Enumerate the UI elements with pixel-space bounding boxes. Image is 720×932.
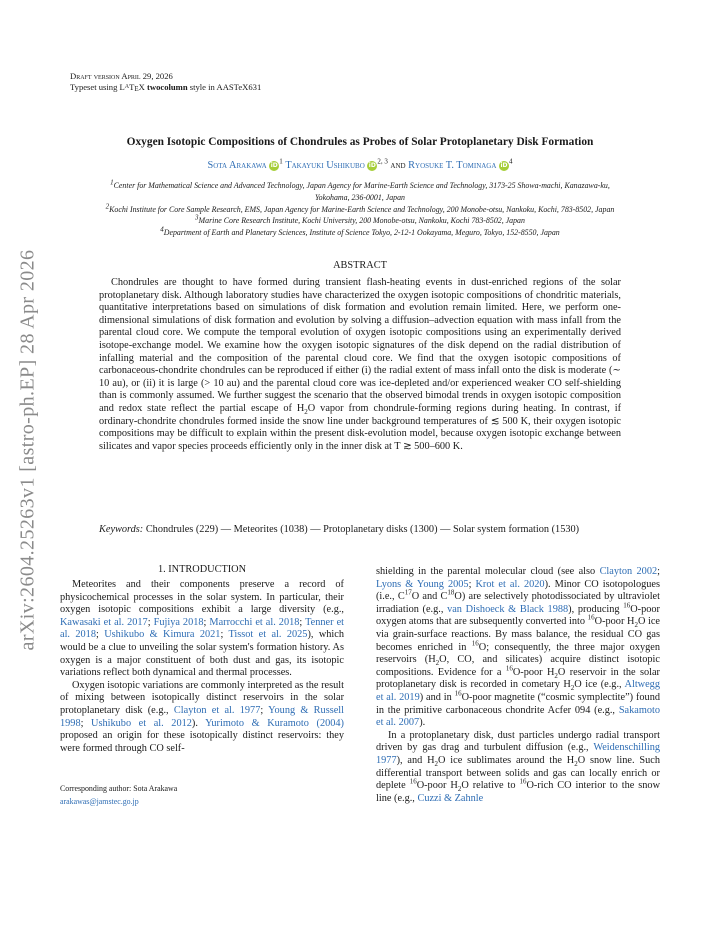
citation-link[interactable]: Altwegg et al. 2019 bbox=[376, 679, 660, 703]
citation-link[interactable]: Kawasaki et al. 2017 bbox=[60, 616, 148, 628]
citation-link[interactable]: Young & Russell 1998 bbox=[60, 704, 344, 729]
author-name[interactable]: Ryosuke T. Tominaga bbox=[408, 160, 497, 171]
section-heading-introduction: 1. INTRODUCTION bbox=[157, 564, 247, 575]
author-list: Sota Arakawa $iD^1$ Takayuki Ushikubo iD$^{2, 3}$ and Ryosuke T. Tominaga $iD^4$ bbox=[207, 157, 513, 171]
citation-link[interactable]: Krot et al. 2020 bbox=[475, 578, 545, 590]
intro-paragraph: Meteorites and their components preserve a record of physicochemical processes in the solar system. In particular, their oxygen isotopic compositions exhibit a large diversity (e.g., Kawasaki et al. 2017; Fujiya 2018; Marrocchi et al. 2018; Tenner et al. 2018; Ushikubo & Kimura 2021; Tissot et al. 2025), which would be a clue to unveiling the solar system's formation history. As oxygen is a major constituent of both dust and gas, its isotopic variations reflect both dynamical and thermal processes. bbox=[60, 579, 345, 679]
abstract-heading: ABSTRACT bbox=[333, 260, 387, 271]
intro-paragraph: shielding in the parental molecular cloud (see also Clayton 2002; Lyons & Young 2005; Krot et al. 2020). Minor CO isotopologues (i.e., $C^{17}O$ and $C^{18}O$) are selectively photodissociated by ultraviolet irradiation (e.g., van Dishoeck & Black 1988), producing $^{16}$O-poor oxygen atoms that are subsequently converted into $^{16}$O-poor $H_2O$ ice via grain-surface reactions. By mass balance, the residual CO gas becomes enriched in $^{16}$O; consequently, the three major oxygen reservoirs ($H_2O$, CO, and silicates) acquire distinct isotopic compositions. Evidence for a $^{16}$O-poor $H_2O$ reservoir in the solar protoplanetary disk is recorded in cometary $H_2O$ ice (e.g., Altwegg et al. 2019) and in $^{16}$O-poor magnetite (“cosmic symplectite”) found in the primitive carbonaceous chondrite Acfer 094 (e.g., Sakamoto et al. 2007). bbox=[376, 566, 660, 729]
affiliation-line: Yokohama, 236-0001, Japan bbox=[314, 192, 405, 202]
affiliation-line: $^4$Department of Earth and Planetary Sciences, Institute of Science Tokyo, 2-12-1 Ookayama, Meguro, Tokyo, 152-8550, Japan bbox=[160, 225, 560, 238]
typeset-line: Typeset using $L^AT_EX$ twocolumn style in AASTeX631 bbox=[70, 81, 262, 93]
left-column bbox=[60, 564, 344, 755]
orcid-icon[interactable]: iD bbox=[270, 161, 278, 169]
intro-paragraph: In a protoplanetary disk, dust particles undergo radial transport driven by gas drag and turbulent diffusion (e.g., Weidenschilling 1977), and $H_2O$ ice sublimates around the $H_2O$ snow line. Such differential transport between solids and gas can locally enrich or deplete $^{16}$O-poor $H_2O$ relative to $^{16}$O-rich CO interior to the snow line (e.g., Cuzzi & Zahnle bbox=[376, 729, 661, 804]
author-name[interactable]: Takayuki Ushikubo bbox=[285, 160, 365, 171]
keywords: Keywords: Chondrules (229) — Meteorites (1038) — Protoplanetary disks (1300) — Solar system formation (1530) bbox=[99, 524, 580, 535]
running-header bbox=[70, 71, 261, 92]
email-link[interactable]: arakawas@jamstec.go.jp bbox=[60, 796, 139, 806]
citation-link[interactable]: Cuzzi & Zahnle bbox=[417, 792, 484, 804]
citation-link[interactable]: Tenner et al. 2018 bbox=[60, 616, 345, 641]
citation-link[interactable]: Marrocchi et al. 2018 bbox=[209, 616, 300, 628]
citation-link[interactable]: Lyons & Young 2005 bbox=[376, 578, 469, 590]
author-name[interactable]: Sota Arakawa bbox=[207, 160, 267, 171]
paper-title: Oxygen Isotopic Compositions of Chondrules as Probes of Solar Protoplanetary Disk Formation bbox=[126, 136, 594, 148]
draft-line: Draft version April 29, 2026 bbox=[70, 71, 173, 81]
citation-link[interactable]: Clayton et al. 1977 bbox=[173, 704, 261, 716]
affiliation-line: $^1$Center for Mathematical Science and Advanced Technology, Japan Agency for Marine-Earth Science and Technology, 3173-25 Showa-machi, Kanazawa-ku, bbox=[110, 178, 610, 190]
citation-link[interactable]: Fujiya 2018 bbox=[153, 616, 204, 628]
right-column bbox=[376, 566, 660, 805]
citation-link[interactable]: Clayton 2002 bbox=[599, 566, 658, 577]
orcid-icon[interactable]: iD bbox=[368, 161, 376, 169]
citation-link[interactable]: Tissot et al. 2025 bbox=[228, 629, 308, 641]
affiliation-line: $^2$Kochi Institute for Core Sample Research, EMS, Japan Agency for Marine-Earth Science and Technology, 200 Monobe-otsu, Nankoku, Kochi, 783-8502, Japan bbox=[105, 201, 615, 214]
citation-link[interactable]: Ushikubo et al. 2012 bbox=[91, 717, 192, 729]
affiliation-line: $^3$Marine Core Research Institute, Kochi University, 200 Monobe-otsu, Nankoku, Kochi 783-8502, Japan bbox=[195, 213, 525, 226]
arxiv-sidebar-stamp: arXiv:2604.25263v1 [astro-ph.EP] 28 Apr 2026 bbox=[16, 249, 39, 651]
citation-link[interactable]: Ushikubo & Kimura 2021 bbox=[104, 629, 221, 641]
intro-paragraph: Oxygen isotopic variations are commonly interpreted as the result of mixing between isotopically distinct reservoirs in the solar protoplanetary disk (e.g., Clayton et al. 1977; Young & Russell 1998; Ushikubo et al. 2012). Yurimoto & Kuramoto (2004) proposed an origin for these isotopically distinct reservoirs: they were formed through CO self- bbox=[60, 679, 344, 754]
citation-link[interactable]: Yurimoto & Kuramoto (2004) bbox=[205, 717, 344, 729]
corresponding-author-note: Corresponding author: Sota Arakawa arakawas@jamstec.go.jp bbox=[60, 783, 177, 808]
orcid-icon[interactable]: iD bbox=[500, 161, 508, 169]
author-conjunction: and bbox=[390, 160, 406, 171]
citation-link[interactable]: van Dishoeck & Black 1988 bbox=[447, 603, 569, 615]
citation-link[interactable]: Sakamoto et al. 2007 bbox=[376, 704, 660, 729]
abstract-body: Chondrules are thought to have formed during transient flash-heating events in dust-enriched regions of the solar protoplanetary disk. Although laboratory studies have characterized the oxygen isotopic compositions of chondritic materials, quantitative interpretations based on simulations of disk formation and evolution remain limited. Here, we perform one-dimensional simulations of disk formation and evolution by solving a diffusion–advection equation with mass infall from the parental cloud core. We compute the temporal evolution of oxygen isotopic compositions using an experimentally derived isotope-exchange model. We examine how the oxygen isotopic signatures of the disk depend on the radial distribution of infalling material and the composition of the parental cloud core. We find that the oxygen isotopic compositions of carbonaceous-chondrite chondrules can be reproduced if either (i) the radial extent of mass infall onto the disk is moderate (∼ 10 au), or (ii) it is large (> 10 au) and the parental cloud core was ice-depleted and/or experienced weaker CO self-shielding than is commonly assumed. We further suggest the scenario that the observed bimodal trends in oxygen isotopic composition and redox state reflect the partial escape of $H_2O$ vapor from chondrule-forming regions during heating. In contrast, if ordinary-chondrite chondrules formed inside the snow line under background temperatures of ≲ 500 K, their oxygen isotopic compositions may be difficult to explain within the present disk-evolution model, because oxygen isotopic exchange between silicates and vapor species proceeds efficiently only in the inner disk at T ≳ 500–600 K. bbox=[99, 277, 622, 452]
affiliations bbox=[50, 180, 670, 239]
citation-link[interactable]: Weidenschilling 1977 bbox=[376, 742, 660, 766]
